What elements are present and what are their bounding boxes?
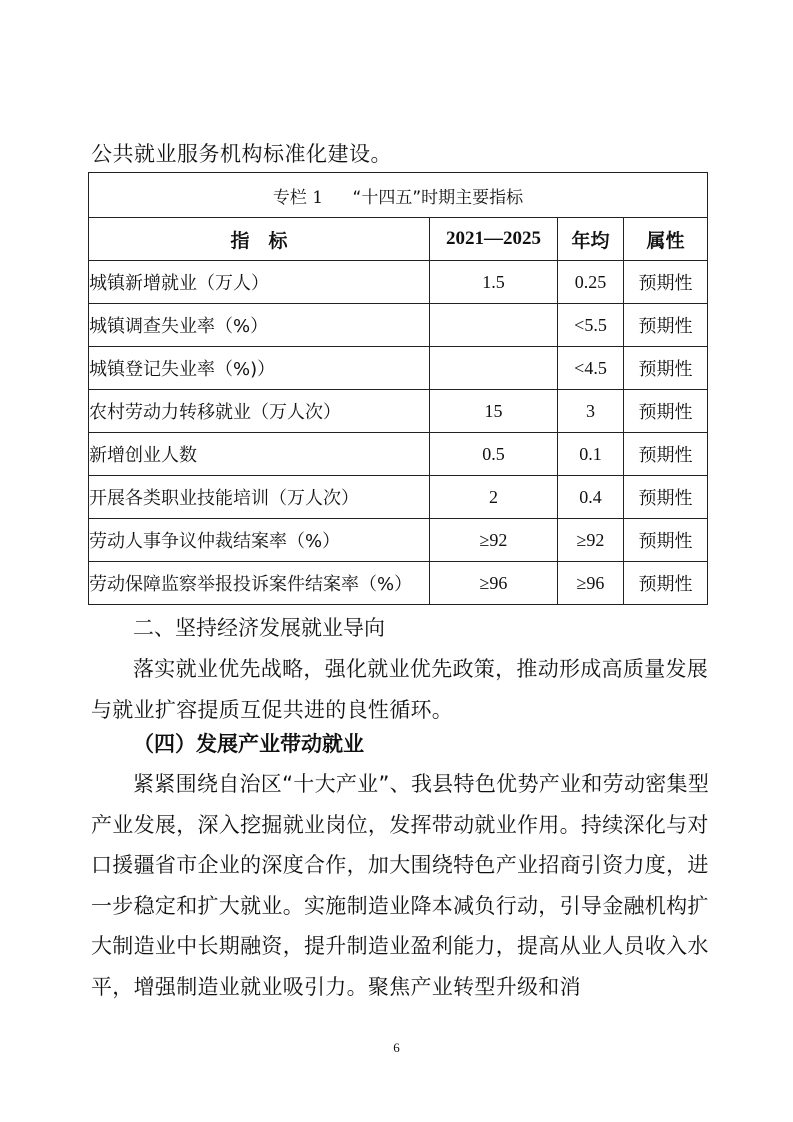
row-period-value [430, 347, 558, 390]
row-period-value [430, 304, 558, 347]
row-attribute: 预期性 [624, 433, 708, 476]
row-annual-value: ≥92 [558, 519, 624, 562]
section-4-heading: （四）发展产业带动就业 [133, 732, 364, 756]
section-2-heading: 二、坚持经济发展就业导向 [133, 616, 385, 640]
row-attribute: 预期性 [624, 562, 708, 605]
row-attribute: 预期性 [624, 476, 708, 519]
table-row [89, 433, 708, 476]
row-attribute: 预期性 [624, 261, 708, 304]
row-indicator-name: 城镇新增就业（万人） [89, 261, 430, 304]
table-row [89, 476, 708, 519]
table-row [89, 562, 708, 605]
table-row [89, 261, 708, 304]
row-indicator-name: 劳动人事争议仲裁结案率（%） [89, 519, 430, 562]
row-annual-value: ≥96 [558, 562, 624, 605]
row-period-value: ≥96 [430, 562, 558, 605]
row-attribute: 预期性 [624, 390, 708, 433]
table-row [89, 519, 708, 562]
row-annual-value: 0.4 [558, 476, 624, 519]
row-period-value: 0.5 [430, 433, 558, 476]
table-caption-title: “十四五”时期主要指标 [352, 187, 524, 208]
page-number: 6 [393, 1040, 400, 1055]
row-period-value: 15 [430, 390, 558, 433]
row-indicator-name: 城镇调查失业率（%） [89, 304, 430, 347]
row-period-value: ≥92 [430, 519, 558, 562]
row-annual-value: 3 [558, 390, 624, 433]
row-annual-value: <4.5 [558, 347, 624, 390]
section-2-paragraph: 落实就业优先战略，强化就业优先政策，推动形成高质量发展与就业扩容提质互促共进的良性循环。 [91, 657, 709, 722]
indicators-table [88, 172, 708, 605]
row-annual-value: 0.25 [558, 261, 624, 304]
row-indicator-name: 新增创业人数 [89, 433, 430, 476]
table-caption [89, 173, 708, 218]
row-attribute: 预期性 [624, 304, 708, 347]
row-annual-value: <5.5 [558, 304, 624, 347]
row-indicator-name: 城镇登记失业率（%)） [89, 347, 430, 390]
lead-line: 公共就业服务机构标准化建设。 [91, 142, 392, 166]
header-indicator: 指 标 [89, 218, 430, 261]
section-4-paragraph: 紧紧围绕自治区“十大产业”、我县特色优势产业和劳动密集型产业发展，深入挖掘就业岗位，发挥带动就业作用。持续深化与对口援疆省市企业的深度合作，加大围绕特色产业招商引资力度，进一步稳定和扩大就业。实施制造业降本减负行动，引导金融机构扩大制造业中长期融资，提升制造业盈利能力，提高从业人员收入水平，增强制造业就业吸引力。聚焦产业转型升级和消 [91, 772, 710, 999]
section-4-body [91, 764, 711, 1007]
header-annual: 年均 [558, 218, 624, 261]
table-caption-number: 专栏 1 [272, 187, 324, 208]
row-attribute: 预期性 [624, 347, 708, 390]
row-indicator-name: 劳动保障监察举报投诉案件结案率（%） [89, 562, 430, 605]
header-attribute: 属性 [624, 218, 708, 261]
table-row [89, 390, 708, 433]
table-row [89, 304, 708, 347]
table-caption-row [89, 173, 708, 218]
row-period-value: 2 [430, 476, 558, 519]
row-indicator-name: 开展各类职业技能培训（万人次） [89, 476, 430, 519]
row-indicator-name: 农村劳动力转移就业（万人次） [89, 390, 430, 433]
section-2-body [91, 649, 711, 730]
row-period-value: 1.5 [430, 261, 558, 304]
header-period: 2021—2025 [430, 218, 558, 261]
table-row [89, 347, 708, 390]
row-annual-value: 0.1 [558, 433, 624, 476]
table-header-row [89, 218, 708, 261]
row-attribute: 预期性 [624, 519, 708, 562]
